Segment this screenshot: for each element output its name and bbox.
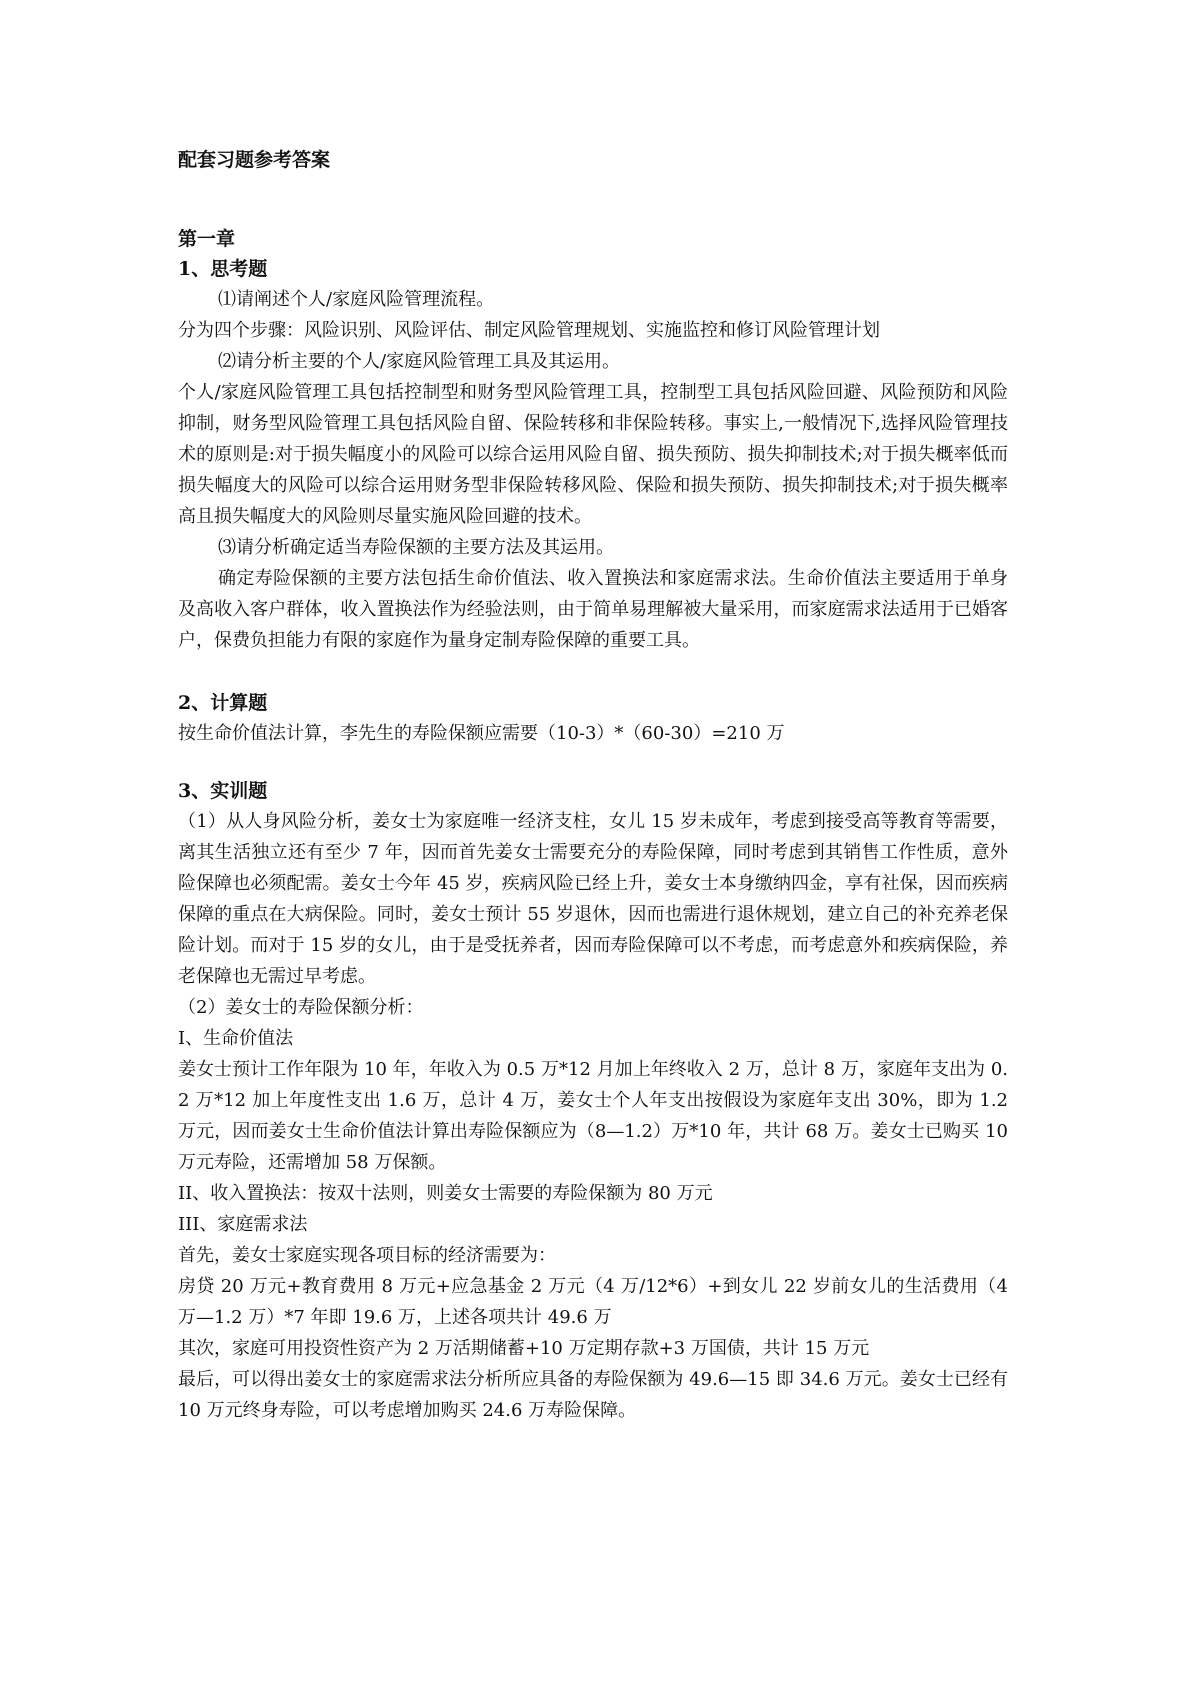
method-3-title: III、家庭需求法 bbox=[178, 1214, 308, 1235]
answer-1: 分为四个步骤：风险识别、风险评估、制定风险管理规划、实施监控和修订风险管理计划 bbox=[178, 320, 880, 341]
method-3-line-3: 其次，家庭可用投资性资产为 2 万活期储蓄+10 万定期存款+3 万国债，共计 15 万元 bbox=[178, 1338, 870, 1359]
answer-3: 确定寿险保额的主要方法包括生命价值法、收入置换法和家庭需求法。生命价值法主要适用于单身及高收入客户群体，收入置换法作为经验法则，由于简单易理解被大量采用，而家庭需求法适用于已婚客户，保费负担能力有限的家庭作为量身定制寿险保障的重要工具。 bbox=[178, 568, 1008, 651]
answer-2: 个人/家庭风险管理工具包括控制型和财务型风险管理工具，控制型工具包括风险回避、风险预防和风险抑制，财务型风险管理工具包括风险自留、保险转移和非保险转移。事实上,一般情况下,选择风险管理技术的原则是:对于损失幅度小的风险可以综合运用风险自留、损失预防、损失抑制技术;对于损失概率低而损失幅度大的风险可以综合运用财务型非保险转移风险、保险和损失预防、损失抑制技术;对于损失概率高且损失幅度大的风险则尽量实施风险回避的技术。 bbox=[178, 382, 1008, 527]
method-3-line-1: 首先，姜女士家庭实现各项目标的经济需要为： bbox=[178, 1245, 556, 1266]
question-2: ⑵请分析主要的个人/家庭风险管理工具及其运用。 bbox=[218, 351, 621, 372]
section-heading-practice: 3、实训题 bbox=[178, 780, 268, 802]
section-heading-thinking: 1、思考题 bbox=[178, 258, 268, 280]
practice-section bbox=[178, 776, 1008, 1426]
calculation-section bbox=[178, 688, 1008, 749]
method-1-text: 姜女士预计工作年限为 10 年，年收入为 0.5 万*12 月加上年终收入 2 万，总计 8 万，家庭年支出为 0.2 万*12 加上年度性支出 1.6 万，总计 4 万，姜女士个人年支出按假设为家庭年支出 30%，即为 1.2 万元，因而姜女士生命价值法计算出寿险保额应为（8—1.2）万*10 年，共计 68 万。姜女士已购买 10 万元寿险，还需增加 58 万保额。 bbox=[178, 1059, 1008, 1173]
method-2-text: II、收入置换法：按双十法则，则姜女士需要的寿险保额为 80 万元 bbox=[178, 1183, 713, 1204]
section-heading-calculation: 2、计算题 bbox=[178, 692, 268, 714]
practice-paragraph-1: （1）从人身风险分析，姜女士为家庭唯一经济支柱，女儿 15 岁未成年，考虑到接受高等教育等需要，离其生活独立还有至少 7 年，因而首先姜女士需要充分的寿险保障，同时考虑到其销售工作性质，意外险保障也必须配需。姜女士今年 45 岁，疾病风险已经上升，姜女士本身缴纳四金，享有社保，因而疾病保障的重点在大病保险。同时，姜女士预计 55 岁退休，因而也需进行退休规划，建立自己的补充养老保险计划。而对于 15 岁的女儿，由于是受抚养者，因而寿险保障可以不考虑，而考虑意外和疾病保险，养老保障也无需过早考虑。 bbox=[178, 811, 1008, 987]
method-3-line-4: 最后，可以得出姜女士的家庭需求法分析所应具备的寿险保额为 49.6—15 即 34.6 万元。姜女士已经有 10 万元终身寿险，可以考虑增加购买 24.6 万寿险保障。 bbox=[178, 1369, 1008, 1421]
question-1: ⑴请阐述个人/家庭风险管理流程。 bbox=[218, 289, 495, 310]
practice-paragraph-2: （2）姜女士的寿险保额分析： bbox=[178, 997, 424, 1018]
chapter-one-section bbox=[178, 224, 1008, 656]
document-title: 配套习题参考答案 bbox=[178, 149, 331, 171]
calculation-answer: 按生命价值法计算，李先生的寿险保额应需要（10-3）*（60-30）=210 万 bbox=[178, 723, 785, 744]
method-1-title: I、生命价值法 bbox=[178, 1028, 294, 1049]
chapter-heading: 第一章 bbox=[178, 228, 236, 250]
question-3: ⑶请分析确定适当寿险保额的主要方法及其运用。 bbox=[218, 537, 614, 558]
method-3-line-2: 房贷 20 万元+教育费用 8 万元+应急基金 2 万元（4 万/12*6）+到女儿 22 岁前女儿的生活费用（4 万—1.2 万）*7 年即 19.6 万，上述各项共计 49.6 万 bbox=[178, 1276, 1008, 1328]
